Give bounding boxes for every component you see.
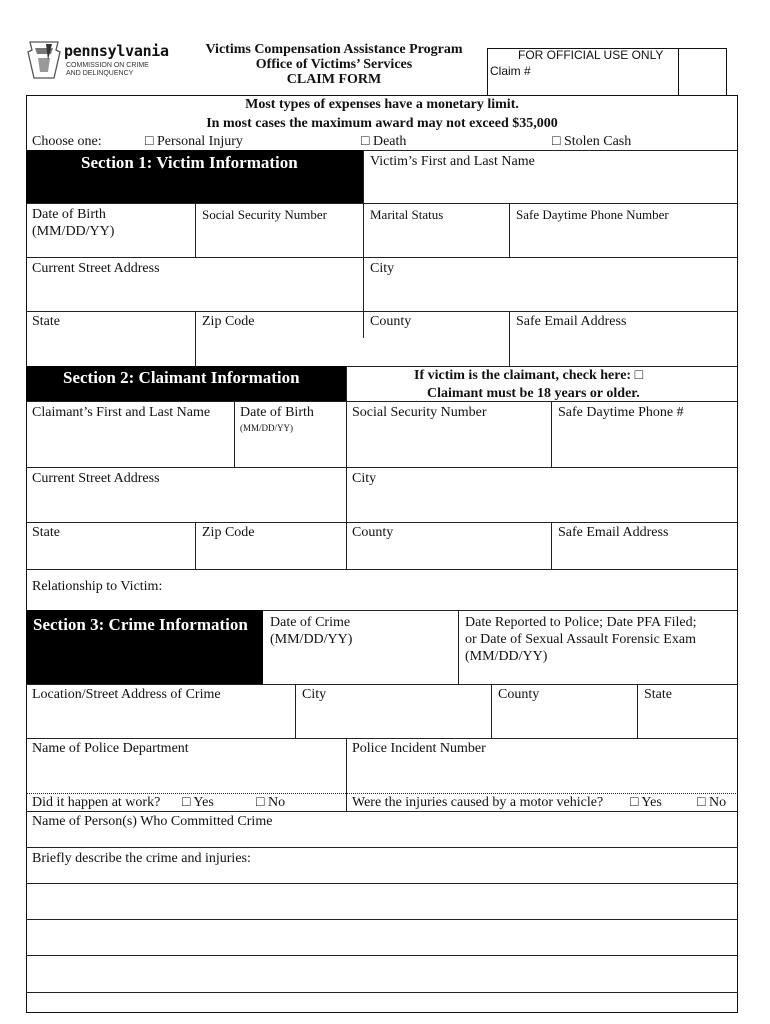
claimant-dob-field[interactable]: Date of Birth	[240, 405, 314, 420]
crime-location-field[interactable]: Location/Street Address of Crime	[32, 687, 221, 702]
divider	[26, 203, 738, 204]
logo-wordmark: pennsylvania	[64, 42, 169, 60]
motor-vehicle-question: Were the injuries caused by a motor vehicle?	[352, 795, 604, 810]
divider	[509, 311, 510, 366]
section-2-title: Section 2: Claimant Information	[63, 368, 300, 387]
claimant-zip-field[interactable]: Zip Code	[202, 525, 255, 540]
victim-state-field[interactable]: State	[32, 314, 60, 329]
divider	[26, 684, 738, 685]
claimant-age-note: Claimant must be 18 years or older.	[427, 386, 640, 401]
victim-name-field[interactable]: Victim’s First and Last Name	[370, 154, 535, 169]
choose-one-label: Choose one:	[32, 134, 102, 149]
divider	[26, 257, 738, 258]
crime-city-field[interactable]: City	[302, 687, 327, 702]
divider	[26, 467, 738, 468]
notice-line-1: Most types of expenses have a monetary limit.	[245, 97, 519, 112]
claimant-dob-format: (MM/DD/YY)	[240, 423, 293, 433]
divider	[195, 311, 196, 366]
victim-county-field[interactable]: County	[370, 314, 412, 329]
death-checkbox[interactable]: □ Death	[361, 134, 407, 149]
description-line	[26, 883, 738, 884]
divider	[346, 738, 347, 811]
section-1-header	[26, 150, 363, 203]
claimant-county-field[interactable]: County	[352, 525, 394, 540]
divider	[195, 522, 196, 569]
form-frame	[26, 95, 738, 1013]
victim-address-field[interactable]: Current Street Address	[32, 261, 160, 276]
divider	[26, 569, 738, 570]
divider	[26, 522, 738, 523]
claimant-ssn-field[interactable]: Social Security Number	[352, 405, 487, 420]
date-reported-field[interactable]: Date Reported to Police; Date PFA Filed; or Date of Sexual Assault Forensic Exam (MM/DD/YY)	[465, 615, 697, 664]
divider	[551, 522, 552, 569]
divider	[491, 684, 492, 738]
divider	[363, 150, 364, 338]
divider	[26, 401, 738, 402]
personal-injury-checkbox[interactable]: □ Personal Injury	[145, 134, 243, 149]
keystone-logo-icon	[26, 40, 62, 80]
victim-email-field[interactable]: Safe Email Address	[516, 314, 627, 329]
description-line	[26, 992, 738, 993]
crime-state-field[interactable]: State	[644, 687, 672, 702]
logo-subtitle: COMMISSION ON CRIME AND DELINQUENCY	[66, 62, 149, 77]
divider	[26, 811, 738, 812]
form-title: Victims Compensation Assistance Program Office of Victims’ Services CLAIM FORM	[205, 42, 463, 87]
crime-date-field[interactable]: Date of Crime (MM/DD/YY)	[270, 615, 353, 647]
claimant-email-field[interactable]: Safe Email Address	[558, 525, 669, 540]
section-1-title: Section 1: Victim Information	[81, 153, 298, 172]
divider	[195, 203, 196, 257]
police-incident-number-field[interactable]: Police Incident Number	[352, 741, 486, 756]
claimant-phone-field[interactable]: Safe Daytime Phone #	[558, 405, 684, 420]
motor-vehicle-no-checkbox[interactable]: □ No	[697, 795, 727, 810]
official-use-label: FOR OFFICIAL USE ONLY	[518, 48, 664, 62]
at-work-question: Did it happen at work?	[32, 795, 161, 810]
claimant-city-field[interactable]: City	[352, 471, 377, 486]
claimant-is-victim-checkbox[interactable]: If victim is the claimant, check here: □	[414, 368, 644, 383]
crime-county-field[interactable]: County	[498, 687, 540, 702]
victim-dob-field[interactable]: Date of Birth (MM/DD/YY)	[32, 207, 115, 239]
at-work-no-checkbox[interactable]: □ No	[256, 795, 286, 810]
divider	[295, 684, 296, 738]
claimant-name-field[interactable]: Claimant’s First and Last Name	[32, 405, 211, 420]
claimant-address-field[interactable]: Current Street Address	[32, 471, 160, 486]
divider	[458, 610, 459, 684]
description-line	[26, 919, 738, 920]
divider	[26, 311, 738, 312]
section-3-header	[26, 610, 263, 684]
victim-city-field[interactable]: City	[370, 261, 395, 276]
claim-number-label: Claim #	[490, 64, 531, 78]
divider	[26, 847, 738, 848]
relationship-to-victim-field[interactable]: Relationship to Victim:	[32, 579, 163, 594]
divider	[234, 401, 235, 467]
divider	[509, 203, 510, 257]
victim-phone-field[interactable]: Safe Daytime Phone Number	[516, 207, 669, 222]
description-line	[26, 955, 738, 956]
divider	[26, 738, 738, 739]
offender-name-field[interactable]: Name of Person(s) Who Committed Crime	[32, 814, 273, 829]
notice-line-2: In most cases the maximum award may not exceed $35,000	[206, 116, 558, 131]
official-use-inner-box	[678, 49, 726, 95]
victim-zip-field[interactable]: Zip Code	[202, 314, 255, 329]
crime-description-field[interactable]: Briefly describe the crime and injuries:	[32, 851, 251, 866]
section-2-header	[26, 366, 346, 401]
stolen-cash-checkbox[interactable]: □ Stolen Cash	[552, 134, 632, 149]
divider	[551, 401, 552, 467]
police-department-field[interactable]: Name of Police Department	[32, 741, 189, 756]
victim-marital-status-field[interactable]: Marital Status	[370, 207, 444, 222]
divider	[637, 684, 638, 738]
at-work-yes-checkbox[interactable]: □ Yes	[182, 795, 214, 810]
section-3-title: Section 3: Crime Information	[33, 615, 248, 634]
victim-ssn-field[interactable]: Social Security Number	[202, 207, 327, 222]
claimant-state-field[interactable]: State	[32, 525, 60, 540]
motor-vehicle-yes-checkbox[interactable]: □ Yes	[630, 795, 662, 810]
